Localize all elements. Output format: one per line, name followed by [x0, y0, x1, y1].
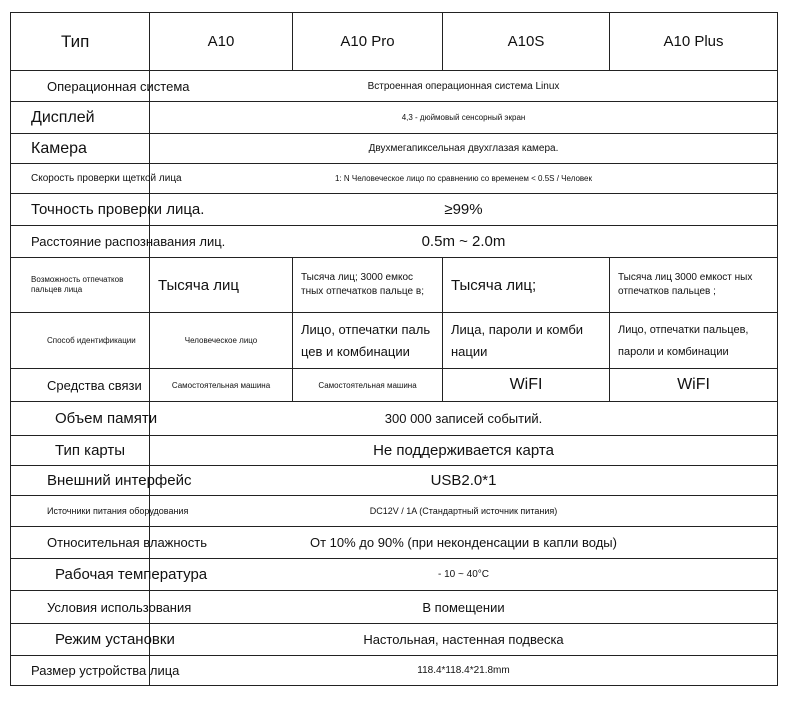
- temperature-row: [11, 559, 778, 591]
- power-label: Источники питания оборудования: [11, 496, 150, 527]
- comm-a10pro: Самостоятельная машина: [293, 369, 443, 402]
- card-value: Не поддерживается карта: [150, 436, 778, 466]
- humidity-row: [11, 527, 778, 559]
- capacity-row: [11, 258, 778, 313]
- capacity-a10pro: Тысяча лиц; 3000 емкос тных отпечатков пальце в;: [293, 258, 443, 313]
- capacity-label: Возможность отпечатков пальцев лица: [11, 258, 150, 313]
- interface-label: Внешний интерфейс: [11, 466, 150, 496]
- memory-row: [11, 402, 778, 436]
- verify-speed-value: 1: N Человеческое лицо по сравнению со временем < 0.5S / Человек: [150, 164, 778, 194]
- accuracy-row: [11, 194, 778, 226]
- memory-value: 300 000 записей событий.: [150, 402, 778, 436]
- comm-a10plus: WiFI: [610, 369, 778, 402]
- model-a10s-header: A10S: [443, 13, 610, 71]
- display-label: Дисплей: [11, 102, 150, 134]
- humidity-label: Относительная влажность: [11, 527, 150, 559]
- mounting-value: Настольная, настенная подвеска: [150, 624, 778, 656]
- temperature-value: - 10 ~ 40°C: [150, 559, 778, 591]
- os-label: Операционная система: [11, 71, 150, 102]
- verify-speed-label: Скорость проверки щеткой лица: [11, 164, 150, 194]
- comm-a10: Самостоятельная машина: [150, 369, 293, 402]
- os-row: [11, 71, 778, 102]
- interface-value: USB2.0*1: [150, 466, 778, 496]
- model-a10-header: A10: [150, 13, 293, 71]
- model-a10plus-header: A10 Plus: [610, 13, 778, 71]
- identification-a10pro: Лицо, отпечатки паль цев и комбинации: [293, 313, 443, 369]
- camera-row: [11, 134, 778, 164]
- conditions-label: Условия использования: [11, 591, 150, 624]
- card-label: Тип карты: [11, 436, 150, 466]
- identification-label: Способ идентификации: [11, 313, 150, 369]
- header-row: [11, 13, 778, 71]
- memory-label: Объем памяти: [11, 402, 150, 436]
- power-value: DC12V / 1A (Стандартный источник питания): [150, 496, 778, 527]
- identification-row: [11, 313, 778, 369]
- camera-label: Камера: [11, 134, 150, 164]
- display-row: [11, 102, 778, 134]
- mounting-row: [11, 624, 778, 656]
- temperature-label: Рабочая температура: [11, 559, 150, 591]
- comm-row: [11, 369, 778, 402]
- power-row: [11, 496, 778, 527]
- spec-table: [10, 12, 778, 686]
- size-row: [11, 656, 778, 686]
- card-row: [11, 436, 778, 466]
- os-value: Встроенная операционная система Linux: [150, 71, 778, 102]
- comm-a10s: WiFI: [443, 369, 610, 402]
- type-header: Тип: [11, 13, 150, 71]
- distance-value: 0.5m ~ 2.0m: [150, 226, 778, 258]
- capacity-a10: Тысяча лиц: [150, 258, 293, 313]
- comm-label: Средства связи: [11, 369, 150, 402]
- model-a10pro-header: A10 Pro: [293, 13, 443, 71]
- distance-row: [11, 226, 778, 258]
- distance-label: Расстояние распознавания лиц.: [11, 226, 150, 258]
- verify-speed-row: [11, 164, 778, 194]
- camera-value: Двухмегапиксельная двухглазая камера.: [150, 134, 778, 164]
- humidity-value: От 10% до 90% (при неконденсации в капли воды): [150, 527, 778, 559]
- mounting-label: Режим установки: [11, 624, 150, 656]
- identification-a10s: Лица, пароли и комби нации: [443, 313, 610, 369]
- capacity-a10s: Тысяча лиц;: [443, 258, 610, 313]
- accuracy-label: Точность проверки лица.: [11, 194, 150, 226]
- conditions-row: [11, 591, 778, 624]
- capacity-a10plus: Тысяча лиц 3000 емкост ных отпечатков пальцев ;: [610, 258, 778, 313]
- size-value: 118.4*118.4*21.8mm: [150, 656, 778, 686]
- conditions-value: В помещении: [150, 591, 778, 624]
- size-label: Размер устройства лица: [11, 656, 150, 686]
- accuracy-value: ≥99%: [150, 194, 778, 226]
- identification-a10plus: Лицо, отпечатки пальцев, пароли и комбинации: [610, 313, 778, 369]
- interface-row: [11, 466, 778, 496]
- display-value: 4,3 - дюймовый сенсорный экран: [150, 102, 778, 134]
- identification-a10: Человеческое лицо: [150, 313, 293, 369]
